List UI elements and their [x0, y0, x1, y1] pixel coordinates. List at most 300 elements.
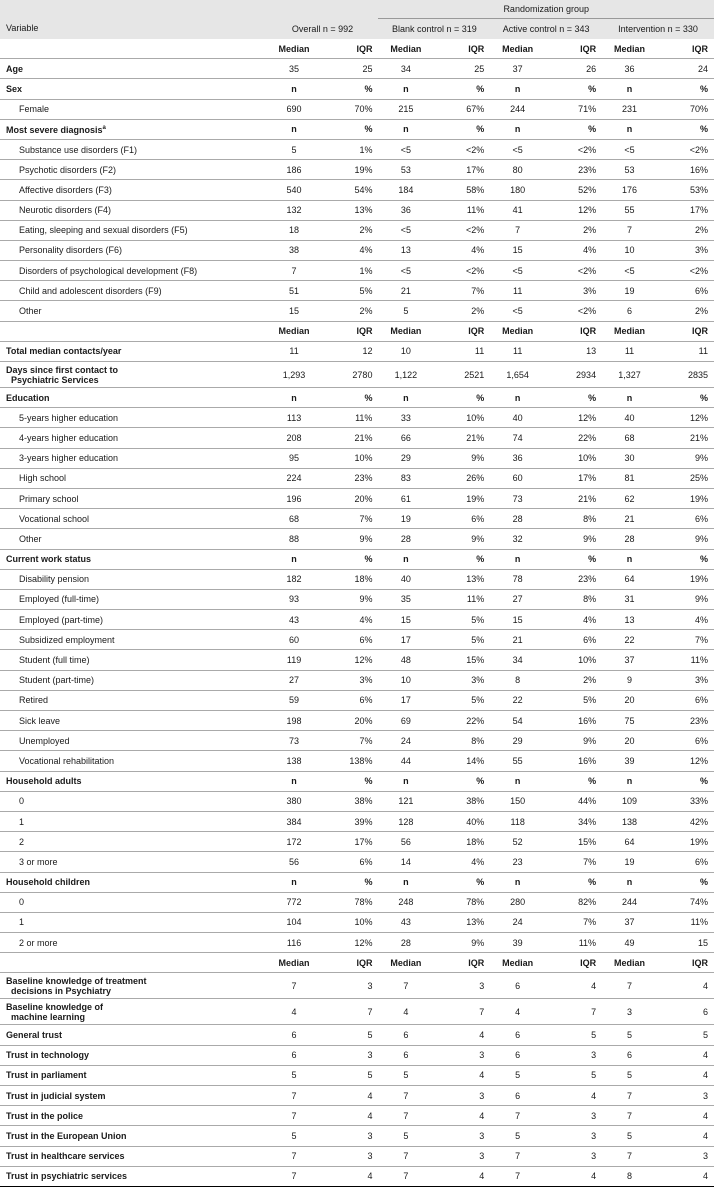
value-cell: 2835: [657, 362, 714, 388]
row-label: Trust in technology: [0, 1045, 267, 1065]
value-cell: 3: [321, 1146, 378, 1166]
table-row: [0, 341, 714, 361]
value-cell: n: [602, 872, 657, 892]
value-cell: 12%: [545, 408, 602, 428]
table-row: [0, 589, 714, 609]
value-cell: n: [490, 549, 545, 569]
header-cell: Median: [278, 43, 310, 54]
value-cell: 55: [490, 751, 545, 771]
subheader-row: [0, 321, 714, 341]
value-cell: <5: [602, 261, 657, 281]
value-cell: %: [433, 549, 490, 569]
value-cell: 116: [267, 933, 322, 953]
value-cell: 28: [602, 529, 657, 549]
table-row: [0, 690, 714, 710]
group-header-intervention: Intervention n = 330: [602, 19, 714, 40]
value-cell: <5: [490, 301, 545, 321]
value-cell: 53%: [657, 180, 714, 200]
value-cell: %: [657, 79, 714, 99]
value-cell: 67%: [433, 99, 490, 119]
value-cell: 172: [267, 832, 322, 852]
value-cell: n: [267, 388, 322, 408]
table-row: [0, 99, 714, 119]
value-cell: 11: [602, 341, 657, 361]
value-cell: 35: [267, 59, 322, 79]
value-cell: 11%: [657, 912, 714, 932]
value-cell: 4: [433, 1166, 490, 1186]
value-cell: 34%: [545, 811, 602, 831]
value-cell: 7%: [321, 509, 378, 529]
value-cell: %: [321, 771, 378, 791]
value-cell: 68: [267, 509, 322, 529]
value-cell: 82%: [545, 892, 602, 912]
value-cell: 3: [321, 1045, 378, 1065]
value-cell: 36: [378, 200, 433, 220]
value-cell: 31: [602, 589, 657, 609]
value-cell: 13%: [321, 200, 378, 220]
value-cell: 13%: [433, 912, 490, 932]
value-cell: 15: [490, 610, 545, 630]
value-cell: 11: [267, 341, 322, 361]
table-row: [0, 569, 714, 589]
row-label: Education: [0, 388, 267, 408]
value-cell: 11%: [321, 408, 378, 428]
value-cell: 24: [378, 731, 433, 751]
header-cell: IQR: [691, 43, 708, 54]
header-cell: Median: [613, 43, 645, 54]
value-cell: 5: [378, 1065, 433, 1085]
value-cell: 17: [378, 690, 433, 710]
value-cell: %: [433, 771, 490, 791]
value-cell: 27: [267, 670, 322, 690]
value-cell: 3: [545, 1106, 602, 1126]
value-cell: n: [490, 119, 545, 139]
value-cell: 7: [267, 1146, 322, 1166]
value-cell: 9%: [657, 589, 714, 609]
value-cell: %: [657, 771, 714, 791]
value-cell: <2%: [657, 139, 714, 159]
header-cell: IQR: [657, 953, 714, 973]
value-cell: 6%: [657, 690, 714, 710]
table-row: [0, 1166, 714, 1186]
row-label: Female: [0, 99, 267, 119]
value-cell: 5: [267, 1126, 322, 1146]
value-cell: 10: [378, 341, 433, 361]
row-label: Most severe diagnosis$^a$: [0, 119, 267, 139]
header-cell: IQR: [356, 43, 373, 54]
value-cell: 384: [267, 811, 322, 831]
value-cell: 121: [378, 791, 433, 811]
value-cell: 5: [267, 1065, 322, 1085]
row-label: 2 or more: [0, 933, 267, 953]
value-cell: 16%: [545, 711, 602, 731]
value-cell: 3: [433, 973, 490, 999]
value-cell: 4%: [433, 240, 490, 260]
value-cell: 5%: [433, 610, 490, 630]
value-cell: %: [545, 79, 602, 99]
value-cell: 3: [433, 1086, 490, 1106]
row-label: Psychotic disorders (F2): [0, 160, 267, 180]
table-row: [0, 650, 714, 670]
value-cell: 7: [378, 1166, 433, 1186]
label-cell: [0, 321, 267, 341]
value-cell: 37: [490, 59, 545, 79]
value-cell: <5: [378, 261, 433, 281]
value-cell: 13: [378, 240, 433, 260]
value-cell: 33%: [657, 791, 714, 811]
value-cell: 2%: [657, 220, 714, 240]
value-cell: 74%: [657, 892, 714, 912]
value-cell: 5: [490, 1126, 545, 1146]
value-cell: 19%: [657, 488, 714, 508]
row-label: Vocational rehabilitation: [0, 751, 267, 771]
value-cell: 7: [545, 999, 602, 1025]
value-cell: 10%: [545, 448, 602, 468]
row-label: Primary school: [0, 488, 267, 508]
value-cell: 772: [267, 892, 322, 912]
value-cell: 2934: [545, 362, 602, 388]
value-cell: <5: [378, 220, 433, 240]
value-cell: 380: [267, 791, 322, 811]
value-cell: 70%: [657, 99, 714, 119]
value-cell: 15: [267, 301, 322, 321]
value-cell: 22%: [433, 711, 490, 731]
table-row: [0, 240, 714, 260]
value-cell: 19%: [657, 569, 714, 589]
value-cell: 21: [490, 630, 545, 650]
value-cell: 248: [378, 892, 433, 912]
value-cell: 4: [321, 1106, 378, 1126]
value-cell: 17%: [545, 468, 602, 488]
value-cell: 26%: [433, 468, 490, 488]
header-cell: IQR: [580, 43, 597, 54]
value-cell: %: [321, 79, 378, 99]
section-row: [0, 388, 714, 408]
value-cell: 5: [378, 301, 433, 321]
value-cell: 7: [490, 1106, 545, 1126]
value-cell: 7: [267, 261, 322, 281]
header-cell: IQR: [321, 953, 378, 973]
value-cell: 3: [602, 999, 657, 1025]
value-cell: 64: [602, 569, 657, 589]
row-label: Student (full time): [0, 650, 267, 670]
value-cell: 176: [602, 180, 657, 200]
value-cell: %: [433, 79, 490, 99]
value-cell: 9%: [433, 529, 490, 549]
value-cell: 15: [657, 933, 714, 953]
value-cell: 20%: [321, 488, 378, 508]
value-cell: n: [378, 549, 433, 569]
value-cell: 29: [378, 448, 433, 468]
table-row: [0, 811, 714, 831]
value-cell: 74: [490, 428, 545, 448]
group-header-blank-control: Blank control n = 319: [378, 19, 490, 40]
value-cell: 23%: [657, 711, 714, 731]
value-cell: 184: [378, 180, 433, 200]
row-label: Vocational school: [0, 509, 267, 529]
value-cell: 21%: [545, 488, 602, 508]
value-cell: 26: [545, 59, 602, 79]
value-cell: 12%: [657, 408, 714, 428]
table-row: [0, 139, 714, 159]
value-cell: 37: [602, 650, 657, 670]
row-label: Other: [0, 301, 267, 321]
table-row: [0, 180, 714, 200]
value-cell: 6%: [657, 281, 714, 301]
value-cell: 81: [602, 468, 657, 488]
row-label: Baseline knowledge of machine learning: [0, 999, 267, 1025]
table-row: [0, 892, 714, 912]
value-cell: 40: [602, 408, 657, 428]
value-cell: 14: [378, 852, 433, 872]
row-label: 5-years higher education: [0, 408, 267, 428]
value-cell: 10%: [433, 408, 490, 428]
value-cell: 182: [267, 569, 322, 589]
value-cell: 7: [490, 1166, 545, 1186]
header-cell: Median: [602, 321, 657, 341]
value-cell: 17%: [321, 832, 378, 852]
value-cell: n: [267, 549, 322, 569]
value-cell: 4: [657, 1106, 714, 1126]
value-cell: 88: [267, 529, 322, 549]
value-cell: 1,327: [602, 362, 657, 388]
section-row: [0, 79, 714, 99]
value-cell: 9%: [545, 731, 602, 751]
footnote-marker: a: [102, 125, 106, 132]
value-cell: 23%: [545, 160, 602, 180]
value-cell: 4: [657, 1126, 714, 1146]
value-cell: 6%: [321, 852, 378, 872]
header-cell: IQR: [321, 321, 378, 341]
value-cell: 7: [490, 1146, 545, 1166]
header-cell: Median: [378, 953, 433, 973]
row-label: Household children: [0, 872, 267, 892]
group-header-overall: Overall n = 992: [267, 19, 379, 40]
value-cell: 10%: [321, 448, 378, 468]
value-cell: 52: [490, 832, 545, 852]
value-cell: 7: [267, 1166, 322, 1186]
value-cell: <2%: [433, 261, 490, 281]
value-cell: 2521: [433, 362, 490, 388]
table-row: [0, 1126, 714, 1146]
value-cell: n: [602, 771, 657, 791]
value-cell: 12%: [657, 751, 714, 771]
value-cell: 5: [378, 1126, 433, 1146]
value-cell: <5: [602, 139, 657, 159]
value-cell: 33: [378, 408, 433, 428]
value-cell: 9%: [545, 529, 602, 549]
value-cell: 10%: [545, 650, 602, 670]
value-cell: 11%: [545, 933, 602, 953]
value-cell: 54%: [321, 180, 378, 200]
table-row: [0, 751, 714, 771]
table-row: [0, 1045, 714, 1065]
table-row: [0, 468, 714, 488]
value-cell: 113: [267, 408, 322, 428]
value-cell: 7: [602, 1086, 657, 1106]
value-cell: 21: [378, 281, 433, 301]
value-cell: 6%: [321, 690, 378, 710]
value-cell: 6%: [545, 630, 602, 650]
value-cell: 138: [602, 811, 657, 831]
value-cell: 15%: [433, 650, 490, 670]
row-label: Unemployed: [0, 731, 267, 751]
header-cell: Median: [390, 43, 422, 54]
value-cell: 231: [602, 99, 657, 119]
value-cell: 13: [602, 610, 657, 630]
table-row: [0, 933, 714, 953]
value-cell: 12%: [321, 933, 378, 953]
value-cell: 29: [490, 731, 545, 751]
value-cell: 25: [321, 59, 378, 79]
value-cell: 42%: [657, 811, 714, 831]
value-cell: 39: [602, 751, 657, 771]
table-row: [0, 408, 714, 428]
value-cell: 6: [602, 1045, 657, 1065]
value-cell: 40: [378, 569, 433, 589]
value-cell: 80: [490, 160, 545, 180]
value-cell: 23%: [321, 468, 378, 488]
value-cell: 6%: [657, 731, 714, 751]
value-cell: 16%: [545, 751, 602, 771]
value-cell: 16%: [657, 160, 714, 180]
value-cell: 69: [378, 711, 433, 731]
value-cell: 2%: [545, 670, 602, 690]
value-cell: 3: [657, 1146, 714, 1166]
value-cell: %: [545, 119, 602, 139]
value-cell: 4%: [321, 240, 378, 260]
value-cell: 4: [321, 1086, 378, 1106]
row-label: Affective disorders (F3): [0, 180, 267, 200]
value-cell: n: [602, 388, 657, 408]
value-cell: 7%: [321, 731, 378, 751]
value-cell: 3%: [545, 281, 602, 301]
value-cell: 78%: [321, 892, 378, 912]
value-cell: 19%: [433, 488, 490, 508]
section-row: [0, 119, 714, 139]
value-cell: 68: [602, 428, 657, 448]
value-cell: 48: [378, 650, 433, 670]
value-cell: 54: [490, 711, 545, 731]
value-cell: 9%: [433, 933, 490, 953]
value-cell: 32: [490, 529, 545, 549]
row-label: Other: [0, 529, 267, 549]
row-label: Disorders of psychological development (F8): [0, 261, 267, 281]
value-cell: <2%: [545, 301, 602, 321]
subheader-row: [0, 953, 714, 973]
table-header: [0, 0, 714, 39]
value-cell: %: [433, 119, 490, 139]
value-cell: 35: [378, 589, 433, 609]
header-cell: IQR: [433, 953, 490, 973]
value-cell: 5: [321, 1025, 378, 1045]
value-cell: %: [433, 872, 490, 892]
value-cell: 60: [490, 468, 545, 488]
header-cell: IQR: [433, 321, 490, 341]
value-cell: 1%: [321, 261, 378, 281]
value-cell: 11: [657, 341, 714, 361]
value-cell: %: [657, 549, 714, 569]
row-label: Eating, sleeping and sexual disorders (F5): [0, 220, 267, 240]
value-cell: n: [602, 79, 657, 99]
value-cell: n: [378, 388, 433, 408]
value-cell: 5: [602, 1025, 657, 1045]
value-cell: 70%: [321, 99, 378, 119]
value-cell: 7: [602, 973, 657, 999]
table-row: [0, 973, 714, 999]
value-cell: 20: [602, 731, 657, 751]
value-cell: 4%: [321, 610, 378, 630]
value-cell: %: [321, 549, 378, 569]
section-row: [0, 872, 714, 892]
value-cell: 27: [490, 589, 545, 609]
value-cell: 128: [378, 811, 433, 831]
value-cell: 19%: [657, 832, 714, 852]
value-cell: 52%: [545, 180, 602, 200]
value-cell: 180: [490, 180, 545, 200]
table-row: [0, 852, 714, 872]
value-cell: 4: [433, 1025, 490, 1045]
value-cell: 53: [602, 160, 657, 180]
value-cell: 2%: [321, 220, 378, 240]
value-cell: 22: [602, 630, 657, 650]
value-cell: %: [545, 872, 602, 892]
value-cell: 10: [378, 670, 433, 690]
table-row: [0, 428, 714, 448]
row-label: General trust: [0, 1025, 267, 1045]
value-cell: 5: [321, 1065, 378, 1085]
value-cell: 4: [545, 1086, 602, 1106]
value-cell: 690: [267, 99, 322, 119]
header-cell: IQR: [468, 43, 485, 54]
value-cell: <2%: [545, 261, 602, 281]
value-cell: <2%: [657, 261, 714, 281]
value-cell: 224: [267, 468, 322, 488]
value-cell: 3: [433, 1146, 490, 1166]
value-cell: n: [602, 549, 657, 569]
value-cell: 4: [433, 1065, 490, 1085]
value-cell: n: [490, 388, 545, 408]
value-cell: 24: [490, 912, 545, 932]
value-cell: 30: [602, 448, 657, 468]
value-cell: 23: [490, 852, 545, 872]
value-cell: 3: [545, 1045, 602, 1065]
value-cell: 21%: [433, 428, 490, 448]
value-cell: 7: [602, 1146, 657, 1166]
value-cell: 6: [378, 1025, 433, 1045]
table-row: [0, 220, 714, 240]
value-cell: 3: [433, 1126, 490, 1146]
value-cell: 21: [602, 509, 657, 529]
value-cell: 6%: [657, 509, 714, 529]
section-row: [0, 771, 714, 791]
value-cell: 280: [490, 892, 545, 912]
value-cell: 1%: [321, 139, 378, 159]
header-cell: IQR: [545, 953, 602, 973]
value-cell: 83: [378, 468, 433, 488]
row-label: Student (part-time): [0, 670, 267, 690]
value-cell: 2%: [545, 220, 602, 240]
value-cell: 75: [602, 711, 657, 731]
value-cell: 4: [267, 999, 322, 1025]
value-cell: 14%: [433, 751, 490, 771]
value-cell: 37: [602, 912, 657, 932]
value-cell: 4%: [545, 610, 602, 630]
value-cell: 150: [490, 791, 545, 811]
value-cell: 11%: [657, 650, 714, 670]
value-cell: 3: [433, 1045, 490, 1065]
value-cell: 109: [602, 791, 657, 811]
